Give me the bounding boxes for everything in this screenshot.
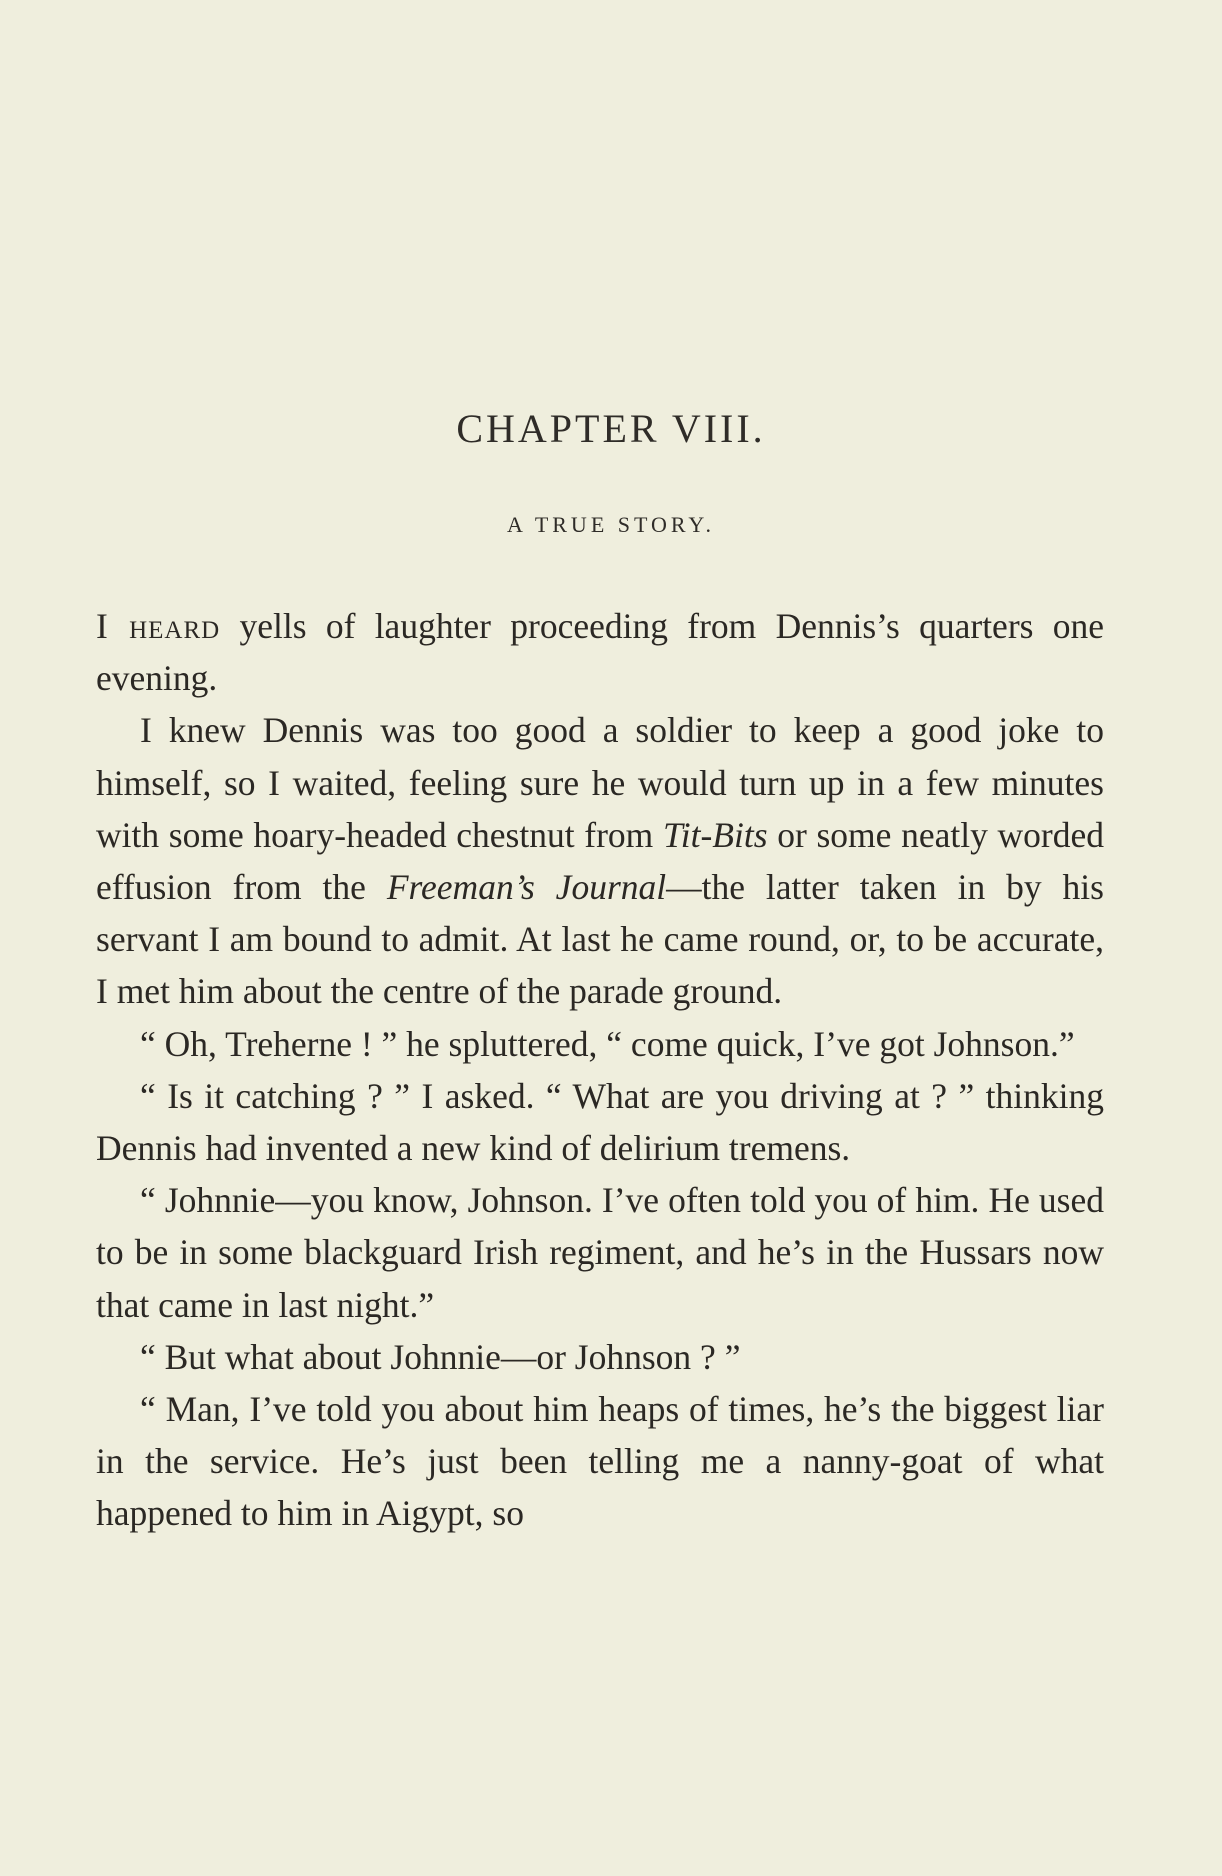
- paragraph-6: “ But what about Johnnie—or Johnson ? ”: [140, 1336, 741, 1377]
- paragraph-2-before: I knew Dennis was too good a soldier to keep a good joke to himself, so I waited, feeling sure he would turn up in a few minutes with some hoary-headed chestnut from: [96, 710, 1104, 855]
- italic-title-freemans-journal: Freeman’s Journal: [386, 867, 667, 908]
- paragraph-1-text: yells of laughter proceeding from Dennis’s quarters one evening.: [96, 606, 1104, 699]
- paragraph-2-middle: or some neatly worded effusion from the: [96, 814, 1104, 908]
- paragraph-2: [96, 704, 1104, 1017]
- paragraph-7: “ Man, I’ve told you about him heaps of times, he’s the biggest liar in the service. He’s just been telling me a nanny-goat of what happened to him in Aigypt, so: [96, 1389, 1104, 1534]
- paragraph-4: “ Is it catching ? ” I asked. “ What are you driving at ? ” thinking Dennis had invented a new kind of delirium tremens.: [96, 1075, 1104, 1169]
- paragraph-5: “ Johnnie—you know, Johnson. I’ve often told you of him. He used to be in some blackguard Irish regiment, and he’s in the Hussars now that came in last night.”: [96, 1180, 1104, 1325]
- chapter-subtitle: A TRUE STORY.: [507, 512, 715, 537]
- paragraph-1: [96, 600, 1104, 704]
- paragraph-2-after: —the latter taken in by his servant I am bound to admit. At last he came round, or, to be accurate, I met him about the centre of the parade ground.: [96, 867, 1104, 1012]
- italic-title-tit-bits: Tit-Bits: [662, 814, 768, 855]
- chapter-title: CHAPTER VIII.: [456, 406, 766, 451]
- paragraph-3: “ Oh, Treherne ! ” he spluttered, “ come quick, I’ve got Johnson.”: [140, 1023, 1075, 1064]
- body-text: [96, 600, 1104, 1540]
- opening-words: I heard: [96, 606, 221, 646]
